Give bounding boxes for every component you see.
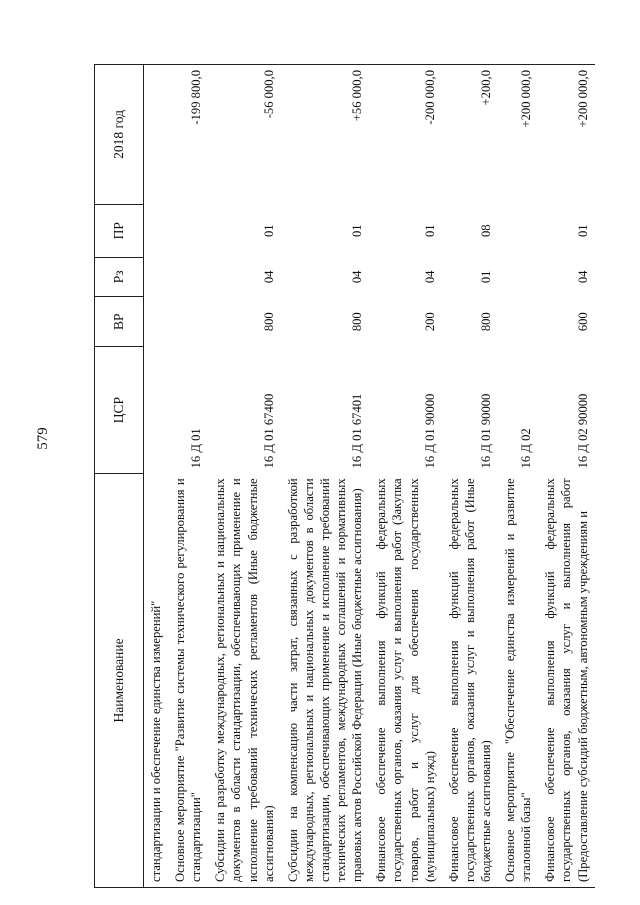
row-amount xyxy=(144,65,169,205)
row-csr: 16 Д 01 xyxy=(189,428,204,469)
row-rz: 04 xyxy=(261,270,276,284)
row-rz xyxy=(168,257,208,297)
table-row xyxy=(144,65,169,888)
header-name: Наименование xyxy=(95,473,144,887)
budget-table-container xyxy=(94,64,614,888)
budget-table xyxy=(94,64,595,888)
table-row xyxy=(281,65,370,888)
table-header-row xyxy=(95,65,144,888)
row-pr xyxy=(498,204,538,257)
table-row xyxy=(208,65,280,888)
header-rz: Рз xyxy=(95,257,144,297)
row-name: Финансовое обеспечение выполнения функций федеральных государственных органов, оказания услуг и выполнения работ (Закупка товаров, работ и услуг для обеспечения государственных (муниципальных) нужд) xyxy=(369,473,441,887)
row-csr: 16 Д 01 90000 xyxy=(478,393,493,469)
table-row xyxy=(442,65,498,888)
row-rz: 04 xyxy=(575,270,590,284)
row-rz: 04 xyxy=(422,270,437,284)
row-csr: 16 Д 02 xyxy=(519,428,534,469)
row-name: Основное мероприятие "Обеспечение единства измерений и развитие эталонной базы" xyxy=(498,473,538,887)
row-amount: +200,0 xyxy=(442,65,498,205)
row-amount: -199 800,0 xyxy=(168,65,208,205)
row-name: Субсидии на компенсацию части затрат, связанных с разработкой международных, региональных и национальных документов в области стандартизации, обеспечивающих применение и исполнение требований технических регламентов, международных соглашений и нормативных правовых актов Российской Федерации (Иные бюджетные ассигнования) xyxy=(281,473,370,887)
row-rz: 04 xyxy=(350,270,365,284)
row-vr: 800 xyxy=(261,312,276,332)
row-rz xyxy=(498,257,538,297)
row-pr xyxy=(168,204,208,257)
row-vr xyxy=(498,297,538,347)
row-csr xyxy=(144,347,169,474)
row-name: Финансовое обеспечение выполнения функций федеральных государственных органов, оказания услуг и выполнения работ (Предоставление субсидий бюджетным, автономным учреждениям и xyxy=(538,473,594,887)
row-pr: 01 xyxy=(261,224,276,238)
row-pr: 01 xyxy=(422,224,437,238)
row-amount: -200 000,0 xyxy=(369,65,441,205)
row-pr: 01 xyxy=(350,224,365,238)
row-pr xyxy=(144,204,169,257)
row-name: Субсидии на разработку международных, региональных и национальных документов в области стандартизации, обеспечивающих применение и исполнение требований технических регламентов (Иные бюджетные ассигнования) xyxy=(208,473,280,887)
header-amount: 2018 год xyxy=(95,65,144,205)
row-vr xyxy=(144,297,169,347)
row-csr: 16 Д 02 90000 xyxy=(575,393,590,469)
row-amount: -56 000,0 xyxy=(208,65,280,205)
table-row xyxy=(168,65,208,888)
row-name: Финансовое обеспечение выполнения функций федеральных государственных органов, оказания услуг и выполнения работ (Иные бюджетные ассигнования) xyxy=(442,473,498,887)
row-amount: +56 000,0 xyxy=(281,65,370,205)
row-csr: 16 Д 01 67401 xyxy=(350,393,365,469)
row-vr: 800 xyxy=(350,312,365,332)
table-row xyxy=(538,65,594,888)
table-row xyxy=(498,65,538,888)
row-vr xyxy=(168,297,208,347)
row-vr: 200 xyxy=(422,312,437,332)
row-csr: 16 Д 01 90000 xyxy=(422,393,437,469)
row-amount: +200 000,0 xyxy=(538,65,594,205)
row-name: стандартизации и обеспечение единства измерений" xyxy=(144,473,169,887)
row-vr: 800 xyxy=(478,312,493,332)
table-row xyxy=(369,65,441,888)
row-vr: 600 xyxy=(575,312,590,332)
row-csr: 16 Д 01 67400 xyxy=(261,393,276,469)
row-name: Основное мероприятие "Развитие системы технического регулирования и стандартизации" xyxy=(168,473,208,887)
header-vr: ВР xyxy=(95,297,144,347)
page-number: 579 xyxy=(34,427,51,450)
row-rz xyxy=(144,257,169,297)
header-csr: ЦСР xyxy=(95,347,144,474)
row-pr: 08 xyxy=(478,224,493,238)
row-pr: 01 xyxy=(575,224,590,238)
header-pr: ПР xyxy=(95,204,144,257)
row-amount: +200 000,0 xyxy=(498,65,538,205)
row-rz: 01 xyxy=(478,270,493,284)
